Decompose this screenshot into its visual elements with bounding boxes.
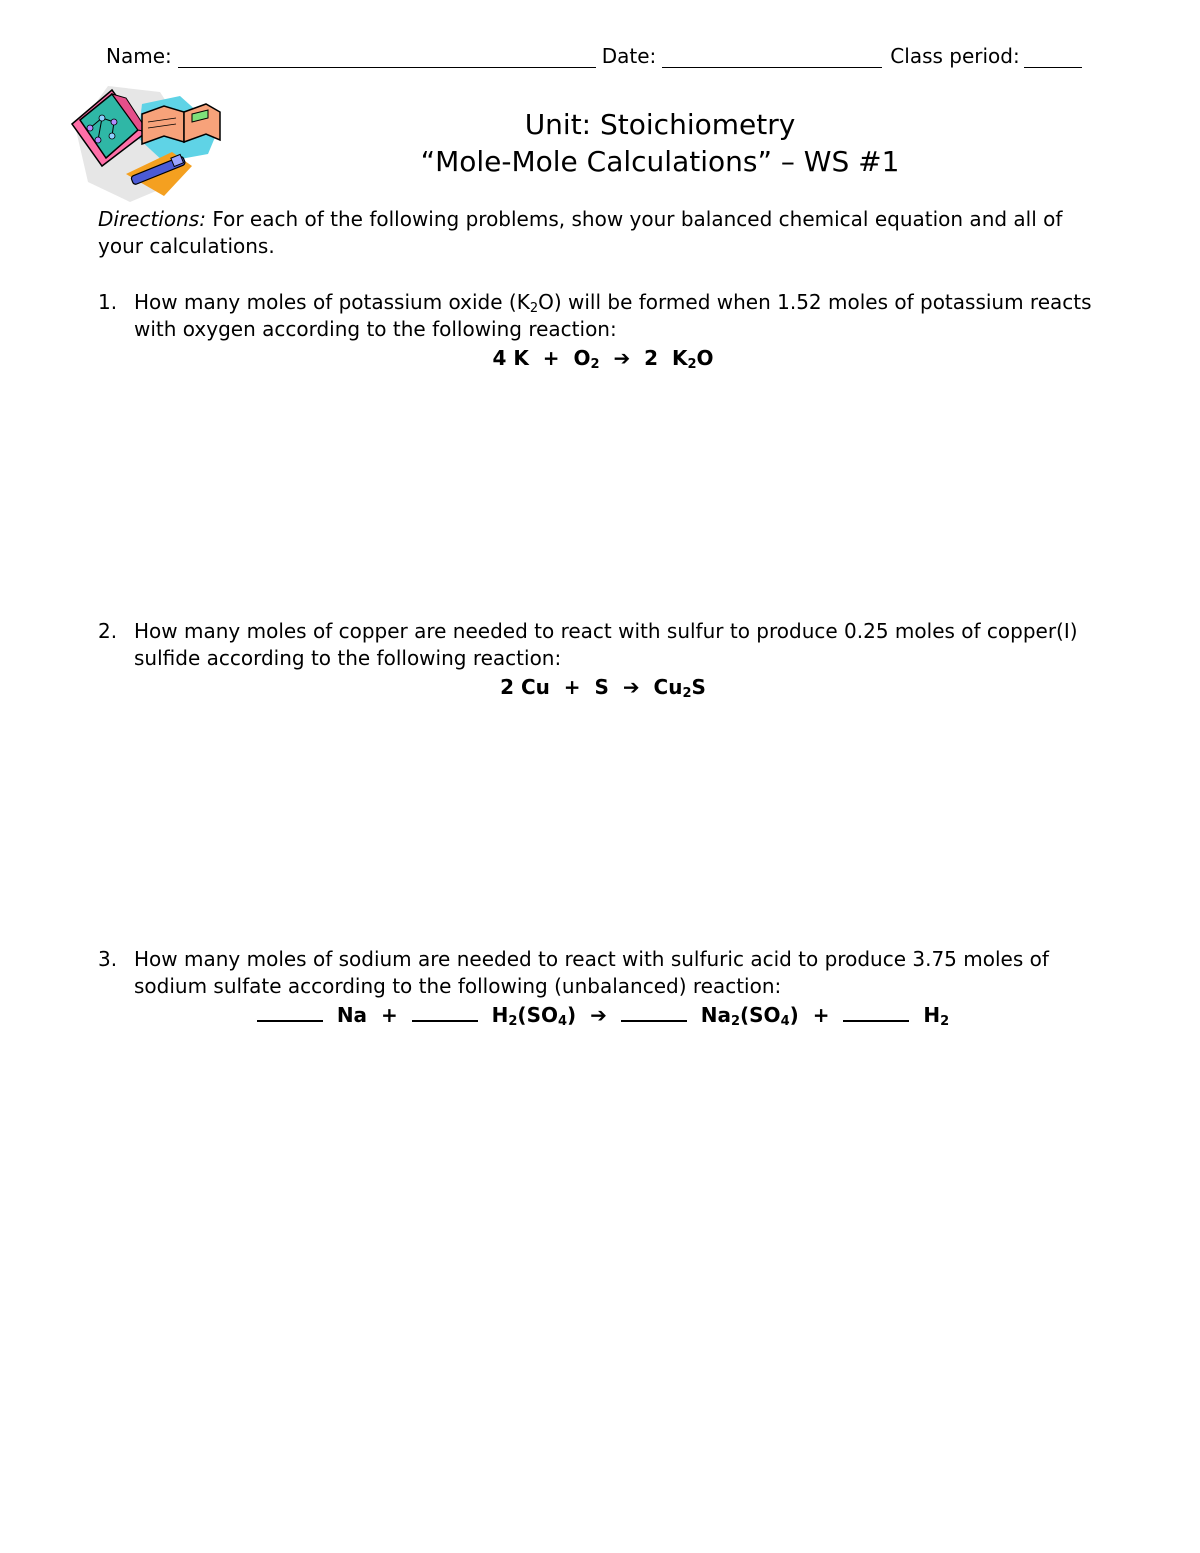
unit-title: Unit: Stoichiometry xyxy=(524,108,796,141)
name-blank[interactable] xyxy=(178,47,596,68)
equation: 2 Cu + S ➔ $Cu_2S$ xyxy=(98,672,1108,702)
question-2 xyxy=(98,618,1108,702)
worksheet-title: “Mole-Mole Calculations” – WS #1 xyxy=(420,145,900,178)
books-clipart-icon xyxy=(68,78,224,204)
directions-text: For each of the following problems, show your balanced chemical equation and all of your calculations. xyxy=(98,207,1063,258)
equation: 4 $K + O_2$ ➔ 2 $K_2O$ xyxy=(98,343,1108,373)
class-period-label: Class period: xyxy=(890,44,1020,68)
directions-lead: Directions: xyxy=(98,207,206,231)
question-text: How many moles of sodium are needed to react with sulfuric acid to produce 3.75 moles of sodium sulfate according to the following (unbalanced) reaction: xyxy=(134,947,1049,998)
coefficient-blank[interactable] xyxy=(412,1002,478,1022)
class-period-blank[interactable] xyxy=(1024,47,1082,68)
header-line xyxy=(106,44,1096,68)
date-label: Date: xyxy=(601,44,657,68)
question-text: How many moles of potassium oxide $(K_2O)$ will be formed when 1.52 moles of potassium reacts with oxygen according to the following reaction: xyxy=(134,290,1092,341)
arrow-icon: ➔ xyxy=(622,675,640,699)
directions xyxy=(98,206,1108,260)
arrow-icon: ➔ xyxy=(613,346,631,370)
coefficient-blank[interactable] xyxy=(621,1002,687,1022)
question-3 xyxy=(98,946,1108,1030)
arrow-icon: ➔ xyxy=(590,1003,607,1027)
title-block xyxy=(220,106,1100,180)
coefficient-blank[interactable] xyxy=(257,1002,323,1022)
question-number: 3. xyxy=(98,947,118,971)
question-number: 1. xyxy=(98,290,118,314)
question-text: How many moles of copper are needed to react with sulfur to produce 0.25 moles of copper(I) sulfide according to the following reaction: xyxy=(134,619,1078,670)
question-1 xyxy=(98,289,1108,373)
date-blank[interactable] xyxy=(662,47,882,68)
question-number: 2. xyxy=(98,619,118,643)
name-label: Name: xyxy=(106,44,172,68)
equation: Na + $H_2(SO_4)$ ➔ $Na_2(SO_4)$ + $H_2$ xyxy=(98,1000,1108,1030)
coefficient-blank[interactable] xyxy=(843,1002,909,1022)
